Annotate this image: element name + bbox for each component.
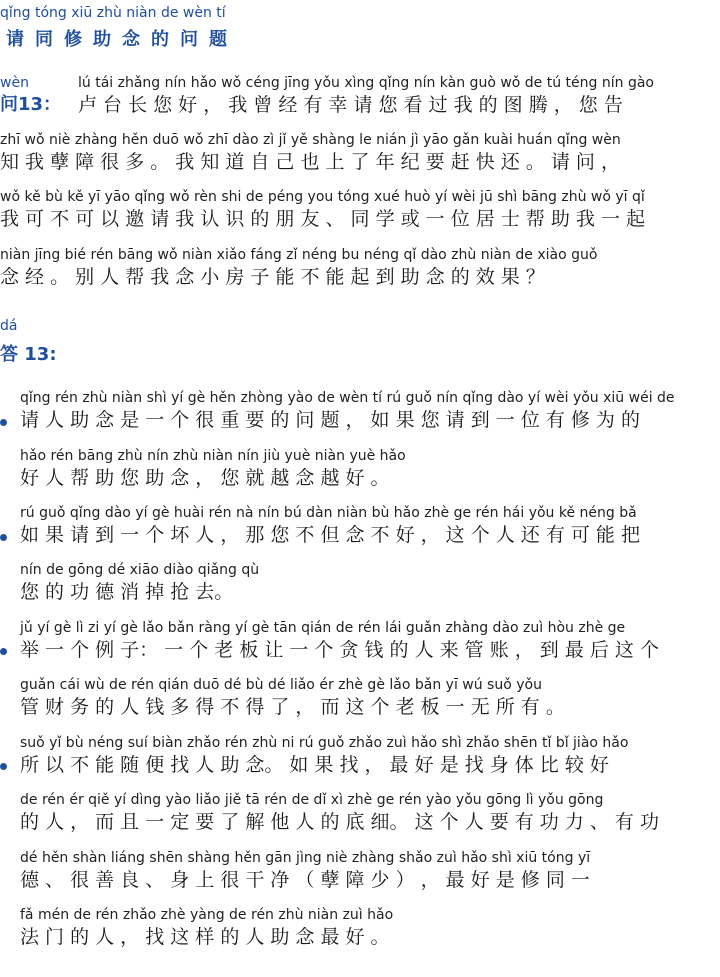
answer-item-4-line-4: 法 门 的 人 ， 找 这 样 的 人 助 念 最 好 。 [20,926,390,948]
list-bullet [0,763,7,770]
answer-item-1-line-2: 好 人 帮 助 您 助 念 ， 您 就 越 念 越 好 。 [20,467,390,489]
answer-label-pinyin: dá [0,318,18,334]
answer-item-4-line-1-pinyin: suǒ yǐ bù néng suí biàn zhǎo rén zhù ni rú guǒ zhǎo zuì hǎo shì zhǎo shēn tǐ bǐ jiào hǎo [20,735,629,751]
answer-item-3-line-2-pinyin: guǎn cái wù de rén qián duō dé bù dé liǎo ér zhè gè lǎo bǎn yī wú suǒ yǒu [20,677,542,693]
question-line-1: 卢 台 长 您 好 ， 我 曾 经 有 幸 请 您 看 过 我 的 图 腾 ， 您 告 [78,94,623,116]
title-pinyin: qǐng tóng xiū zhù niàn de wèn tí [0,5,226,21]
list-bullet [0,648,7,655]
answer-item-4-line-4-pinyin: fǎ mén de rén zhǎo zhè yàng de rén zhù niàn zuì hǎo [20,907,394,923]
answer-item-4-line-2-pinyin: de rén ér qiě yí dìng yào liǎo jiě tā rén de dǐ xì zhè ge rén yào yǒu gōng lì yǒu gōng [20,792,604,808]
question-line-3-pinyin: wǒ kě bù kě yī yāo qǐng wǒ rèn shi de péng you tóng xué huò yí wèi jū shì bāng zhù wǒ yī qǐ [0,189,645,205]
question-line-4-pinyin: niàn jīng bié rén bāng wǒ niàn xiǎo fáng zǐ néng bu néng qǐ dào zhù niàn de xiào guǒ [0,247,598,263]
answer-item-2-line-1-pinyin: rú guǒ qǐng dào yí gè huài rén nà nín bú dàn niàn bù hǎo zhè ge rén hái yǒu kě néng bǎ [20,505,637,521]
answer-item-3-line-1-pinyin: jǔ yí gè lì zi yí gè lǎo bǎn ràng yí gè tān qián de rén lái guǎn zhàng dào zuì hòu zhè ge [20,620,626,636]
answer-item-4-line-2: 的 人 ， 而 且 一 定 要 了 解 他 人 的 底 细。 这 个 人 要 有 功 力 、 有 功 [20,811,659,833]
question-label-pinyin: wèn [0,75,29,91]
answer-item-2-line-1: 如 果 请 到 一 个 坏 人 ， 那 您 不 但 念 不 好 ， 这 个 人 还 有 可 能 把 [20,524,640,546]
answer-item-2-line-2-pinyin: nín de gōng dé xiāo diào qiǎng qù [20,562,260,578]
question-line-2-pinyin: zhī wǒ niè zhàng hěn duō wǒ zhī dào zì jǐ yě shàng le nián jì yāo gǎn kuài huán qǐng wèn [0,132,621,148]
question-line-2: 知 我 孽 障 很 多 。 我 知 道 自 己 也 上 了 年 纪 要 赶 快 还 。 请 问 ， [0,151,620,173]
question-line-4: 念 经 。 别 人 帮 我 念 小 房 子 能 不 能 起 到 助 念 的 效 果 ？ [0,266,545,288]
answer-label: 答 13: [0,344,57,365]
answer-item-4-line-1: 所 以 不 能 随 便 找 人 助 念。 如 果 找 ， 最 好 是 找 身 体 比 较 好 [20,754,609,776]
question-line-3: 我 可 不 可 以 邀 请 我 认 识 的 朋 友 、 同 学 或 一 位 居 士 帮 助 我 一 起 [0,208,645,230]
answer-item-4-line-3-pinyin: dé hěn shàn liáng shēn shàng hěn gān jìng niè zhàng shǎo zuì hǎo shì xiū tóng yī [20,850,591,866]
answer-item-3-line-2: 管 财 务 的 人 钱 多 得 不 得 了 ， 而 这 个 老 板 一 无 所 有 。 [20,696,565,718]
answer-item-1-line-1: 请 人 助 念 是 一 个 很 重 要 的 问 题 ， 如 果 您 请 到 一 位 有 修 为 的 [20,409,640,431]
answer-item-3-line-1: 举 一 个 例 子： 一 个 老 板 让 一 个 贪 钱 的 人 来 管 账 ， 到 最 后 这 个 [20,639,659,661]
page-title: 请同修助念的问题 [6,29,238,50]
answer-item-1-line-1-pinyin: qǐng rén zhù niàn shì yí gè hěn zhòng yào de wèn tí rú guǒ nín qǐng dào yí wèi yǒu xiū wéi de [20,390,675,406]
answer-item-4-line-3: 德 、 很 善 良 、 身 上 很 干 净 （ 孽 障 少 ） ， 最 好 是 修 同 一 [20,869,590,891]
question-line-1-pinyin: lú tái zhǎng nín hǎo wǒ céng jīng yǒu xìng qǐng nín kàn guò wǒ de tú téng nín gào [78,75,654,91]
answer-item-2-line-2: 您 的 功 德 消 掉 抢 去。 [20,581,234,603]
list-bullet [0,419,7,426]
list-bullet [0,534,7,541]
answer-item-1-line-2-pinyin: hǎo rén bāng zhù nín zhù niàn nín jiù yuè niàn yuè hǎo [20,448,406,464]
question-label: 问13： [0,94,62,115]
